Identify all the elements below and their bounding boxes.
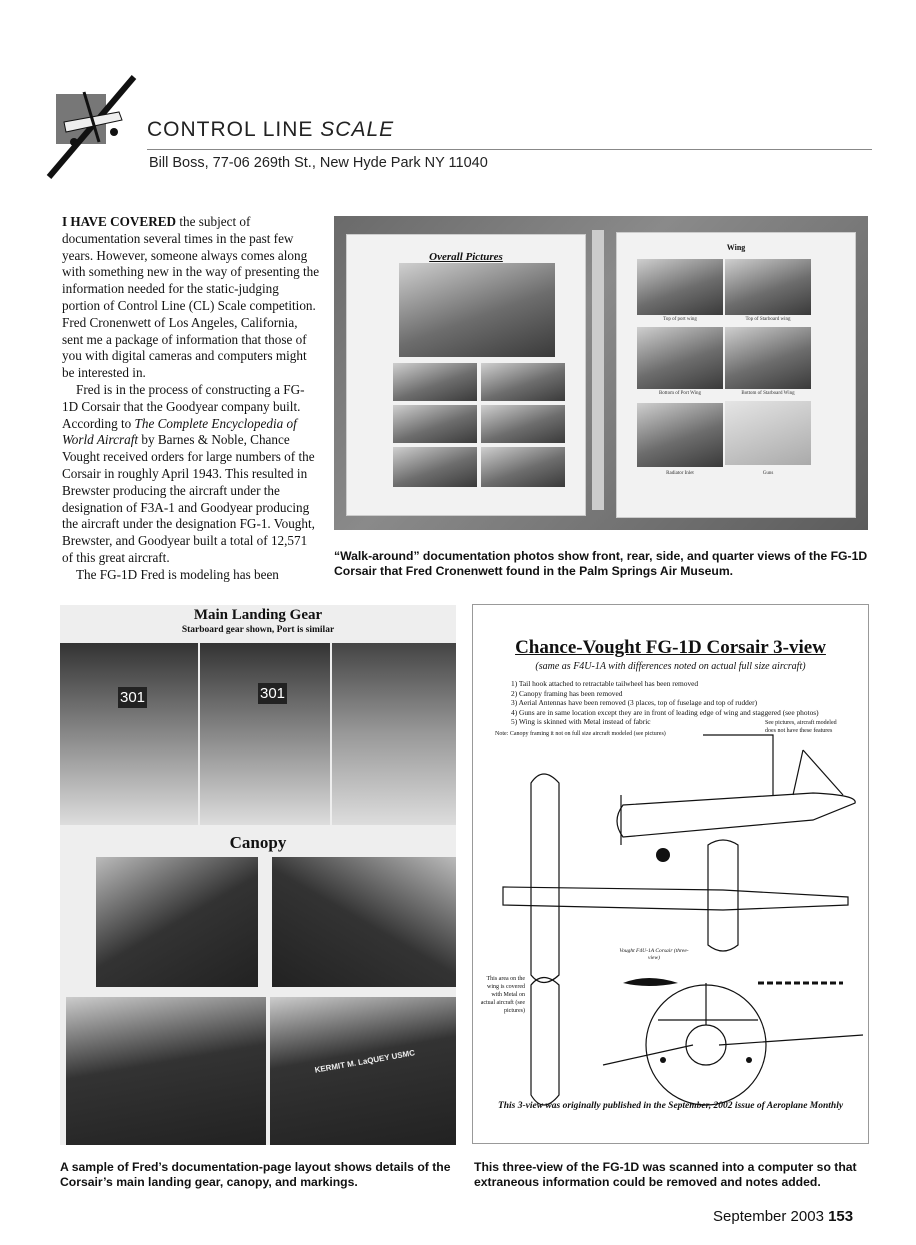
thumb-photo [393, 405, 477, 443]
thumb-caption: Bottom of Starboard Wing [741, 391, 795, 396]
gear-photo-caption: A sample of Fred’s documentation-page layout shows details of the Corsair’s main landing gear, canopy, and markings. [60, 1160, 451, 1189]
overall-pictures-title: Overall Pictures [429, 251, 503, 263]
marking-301: 301 [120, 689, 146, 706]
thumb-photo [725, 401, 811, 465]
note-item: 3) Aerial Antennas have been removed (3 places, top of fuselage and top of rudder) [511, 698, 758, 708]
gear-subtitle: Starboard gear shown, Port is similar [181, 625, 335, 635]
note-item: 1) Tail hook attached to retractable tailwheel has been removed [511, 679, 699, 688]
thumb-caption: Guns [762, 471, 774, 476]
header-rule [147, 149, 872, 150]
note-item: 4) Guns are in same location except they are in front of leading edge of wing and staggered (see photos) [511, 707, 819, 717]
paragraph: The FG-1D Fred is modeling has been [76, 566, 279, 582]
section-title: CONTROL LINE SCALE [147, 118, 395, 141]
three-view-title: Chance-Vought FG-1D Corsair 3-view [515, 637, 826, 658]
gear-photo-2 [200, 643, 330, 825]
thumb-photo [481, 447, 565, 487]
thumb-caption: Bottom of Port Wing [658, 391, 702, 396]
note-item: 2) Canopy framing has been removed [511, 688, 623, 698]
three-view-drawing [472, 604, 869, 1144]
thumb-photo [637, 259, 723, 315]
canopy-photo-1 [96, 857, 258, 987]
paragraph: Fred is in the process of constructing a FG-1D Corsair that the Goodyear company built. According to The Complete Encyclopedia of World Aircraft by Barnes & Noble, Chance Vought received orders for large numbers of the Corsair in roughly April 1943. This resulted in Brewster producing the aircraft under the designation of F3A-1 and Goodyear producing the aircraft under the designation FG-1. Vought, Brewster, and Goodyear built a total of 12,571 of this great aircraft. [62, 381, 315, 565]
issue-date: September 2003 [713, 1208, 824, 1225]
three-view-subtitle: (same as F4U-1A with differences noted on actual full size aircraft) [535, 661, 806, 672]
canopy-note: Note: Canopy framing it not on full size aircraft modeled (see pictures) [495, 731, 666, 737]
binder-left-page [346, 234, 586, 516]
thumb-caption: Top of port wing [663, 317, 697, 322]
drawing-label: Vought F4U-1A Corsair (three-view) [619, 948, 689, 961]
page-footer [713, 1208, 853, 1225]
thumb-photo [637, 327, 723, 389]
thumb-photo [481, 405, 565, 443]
gear-title: Main Landing Gear [193, 607, 323, 623]
gear-photo-1 [60, 643, 198, 825]
top-photo-caption: “Walk-around” documentation photos show front, rear, side, and quarter views of the FG-1D Corsair that Fred Cronenwett found in the Palm Springs Air Museum. [334, 549, 868, 578]
control-line-logo [44, 72, 139, 182]
thumb-photo [481, 363, 565, 401]
binder-rings [592, 230, 604, 510]
thumb-photo [399, 263, 555, 357]
pilot-name-marking: KERMIT M. LaQUEY USMC [313, 1048, 416, 1075]
wing-metal-note: This area on the wing is covered with Metal on actual aircraft (see pictures) [480, 976, 525, 1014]
article-body [62, 214, 320, 584]
markings-photo [270, 997, 456, 1145]
wing-page-title: Wing [726, 243, 746, 252]
binder-right-page [616, 232, 856, 518]
three-view-caption: This three-view of the FG-1D was scanned into a computer so that extraneous information could be removed and notes added. [474, 1160, 857, 1189]
canopy-title: Canopy [229, 833, 287, 852]
gear-photo-3 [332, 643, 456, 825]
thumb-caption: Radiator Inlet [666, 471, 694, 476]
thumb-caption: Top of Starboard wing [745, 317, 791, 322]
author-address: Bill Boss, 77-06 269th St., New Hyde Park NY 11040 [149, 155, 488, 171]
page-number: 153 [828, 1208, 854, 1225]
thumb-photo [637, 403, 723, 467]
three-view-credit: This 3-view was originally published in the September, 2002 issue of Aeroplane Monthly [497, 1101, 844, 1111]
thumb-photo [725, 259, 811, 315]
thumb-photo [393, 447, 477, 487]
aircraft-drawing [473, 605, 870, 1145]
binder-photo [334, 216, 868, 530]
canopy-photo-3 [66, 997, 266, 1145]
paragraph: I HAVE COVERED the subject of documentation several times in the past few years. However, someone always comes along with something new in the way of presenting the information needed for the static-judging portion of Control Line (CL) Scale competition. Fred Cronenwett of Los Angeles, California, sent me a package of information that those of you with digital cameras and computers might be interested in. [62, 214, 320, 381]
note-item: 5) Wing is skinned with Metal instead of fabric [511, 717, 651, 727]
landing-gear-photo [60, 605, 456, 1145]
marking-301: 301 [260, 685, 286, 702]
see-pictures-note: See pictures, aircraft modeled does not have these features [765, 720, 837, 734]
thumb-photo [393, 363, 477, 401]
thumb-photo [725, 327, 811, 389]
canopy-photo-2 [272, 857, 456, 987]
